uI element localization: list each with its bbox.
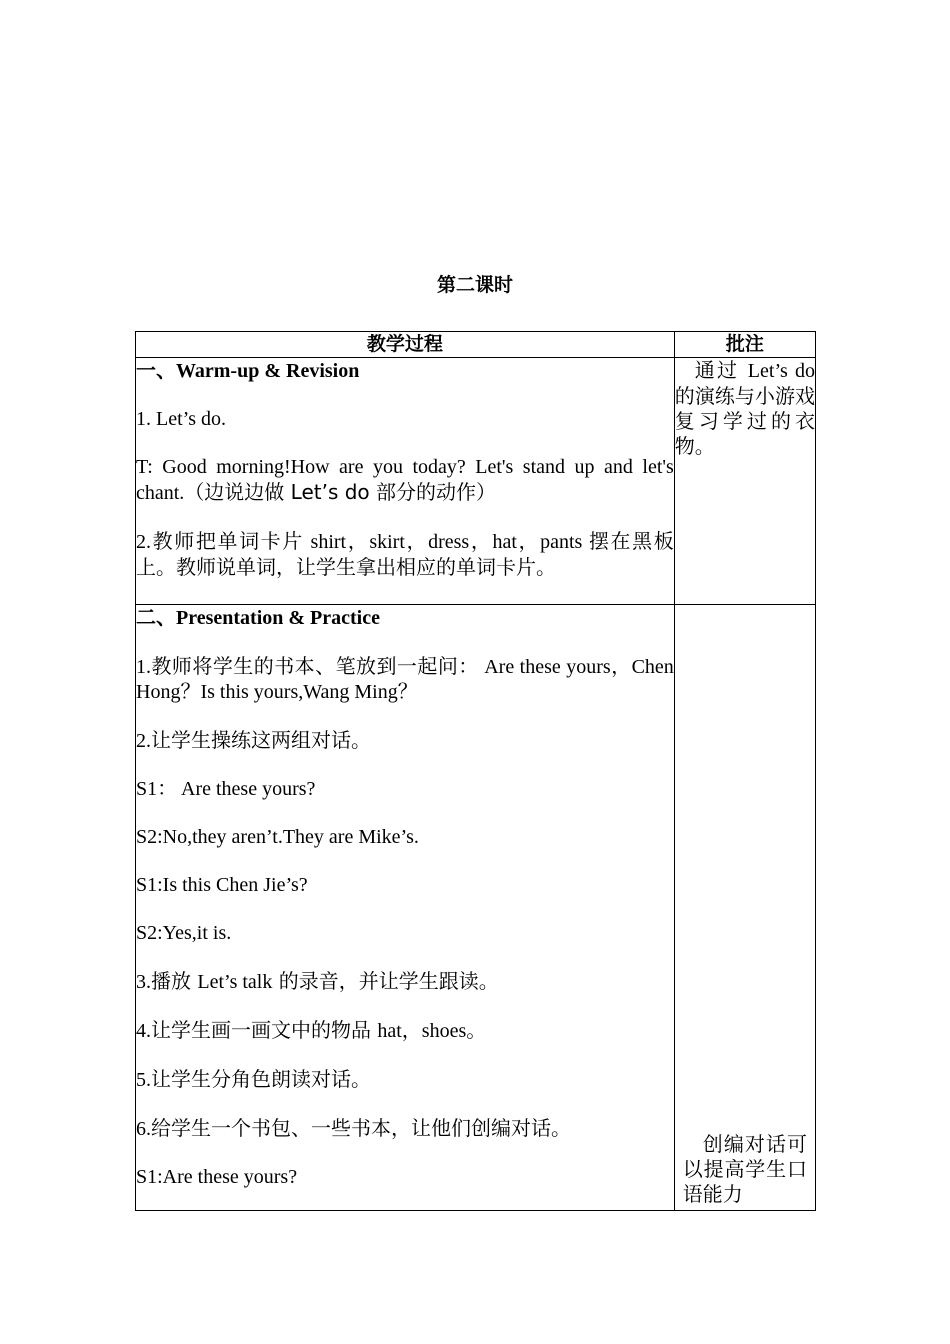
presentation-note: 创编对话可以提高学生口语能力 <box>682 1132 807 1206</box>
header-notes: 批注 <box>674 332 815 358</box>
warmup-item1-text: T: Good morning!How are you today? Let's stand up and let's chant.（边说边做 Let’s do 部分的动作） <box>136 456 674 504</box>
presentation-item2: 2.让学生操练这两组对话。 <box>136 728 371 752</box>
warmup-heading: 一、Warm-up & Revision <box>136 358 360 382</box>
page-title: 第二课时 <box>436 274 513 296</box>
dialog-line-3: S1:Is this Chen Jie’s? <box>136 874 308 896</box>
dialog-line-1: S1： Are these yours? <box>136 778 316 800</box>
presentation-item1: 1.教师将学生的书本、笔放到一起问： Are these yours，Chen Hong？Is this yours,Wang Ming？ <box>136 654 674 703</box>
lesson-table <box>135 331 816 1211</box>
warmup-cell <box>136 358 675 605</box>
presentation-cell <box>136 605 675 1211</box>
warmup-item2: 2.教师把单词卡片 shirt，skirt，dress，hat，pants 摆在黑板上。教师说单词，让学生拿出相应的单词卡片。 <box>136 529 674 579</box>
dialog-line-2: S2:No,they aren’t.They are Mike’s. <box>136 826 419 848</box>
header-process: 教学过程 <box>136 332 675 358</box>
table-row-presentation <box>136 605 816 1211</box>
table-row-warmup <box>136 358 816 605</box>
presentation-item4: 4.让学生画一画文中的物品 hat，shoes。 <box>136 1018 487 1042</box>
presentation-note-cell <box>674 605 815 1211</box>
warmup-item1: 1. Let’s do. <box>136 408 226 430</box>
dialog-line-4: S2:Yes,it is. <box>136 922 232 944</box>
warmup-note: 通过 Let’s do 的演练与小游戏复习学过的衣物。 <box>674 358 815 605</box>
dialog-line-5: S1:Are these yours? <box>136 1166 298 1188</box>
table-header-row <box>136 332 816 358</box>
presentation-item3: 3.播放 Let’s talk 的录音，并让学生跟读。 <box>136 969 499 993</box>
presentation-item5: 5.让学生分角色朗读对话。 <box>136 1067 371 1091</box>
presentation-item6: 6.给学生一个书包、一些书本，让他们创编对话。 <box>136 1116 571 1140</box>
presentation-heading: 二、Presentation & Practice <box>136 605 380 629</box>
